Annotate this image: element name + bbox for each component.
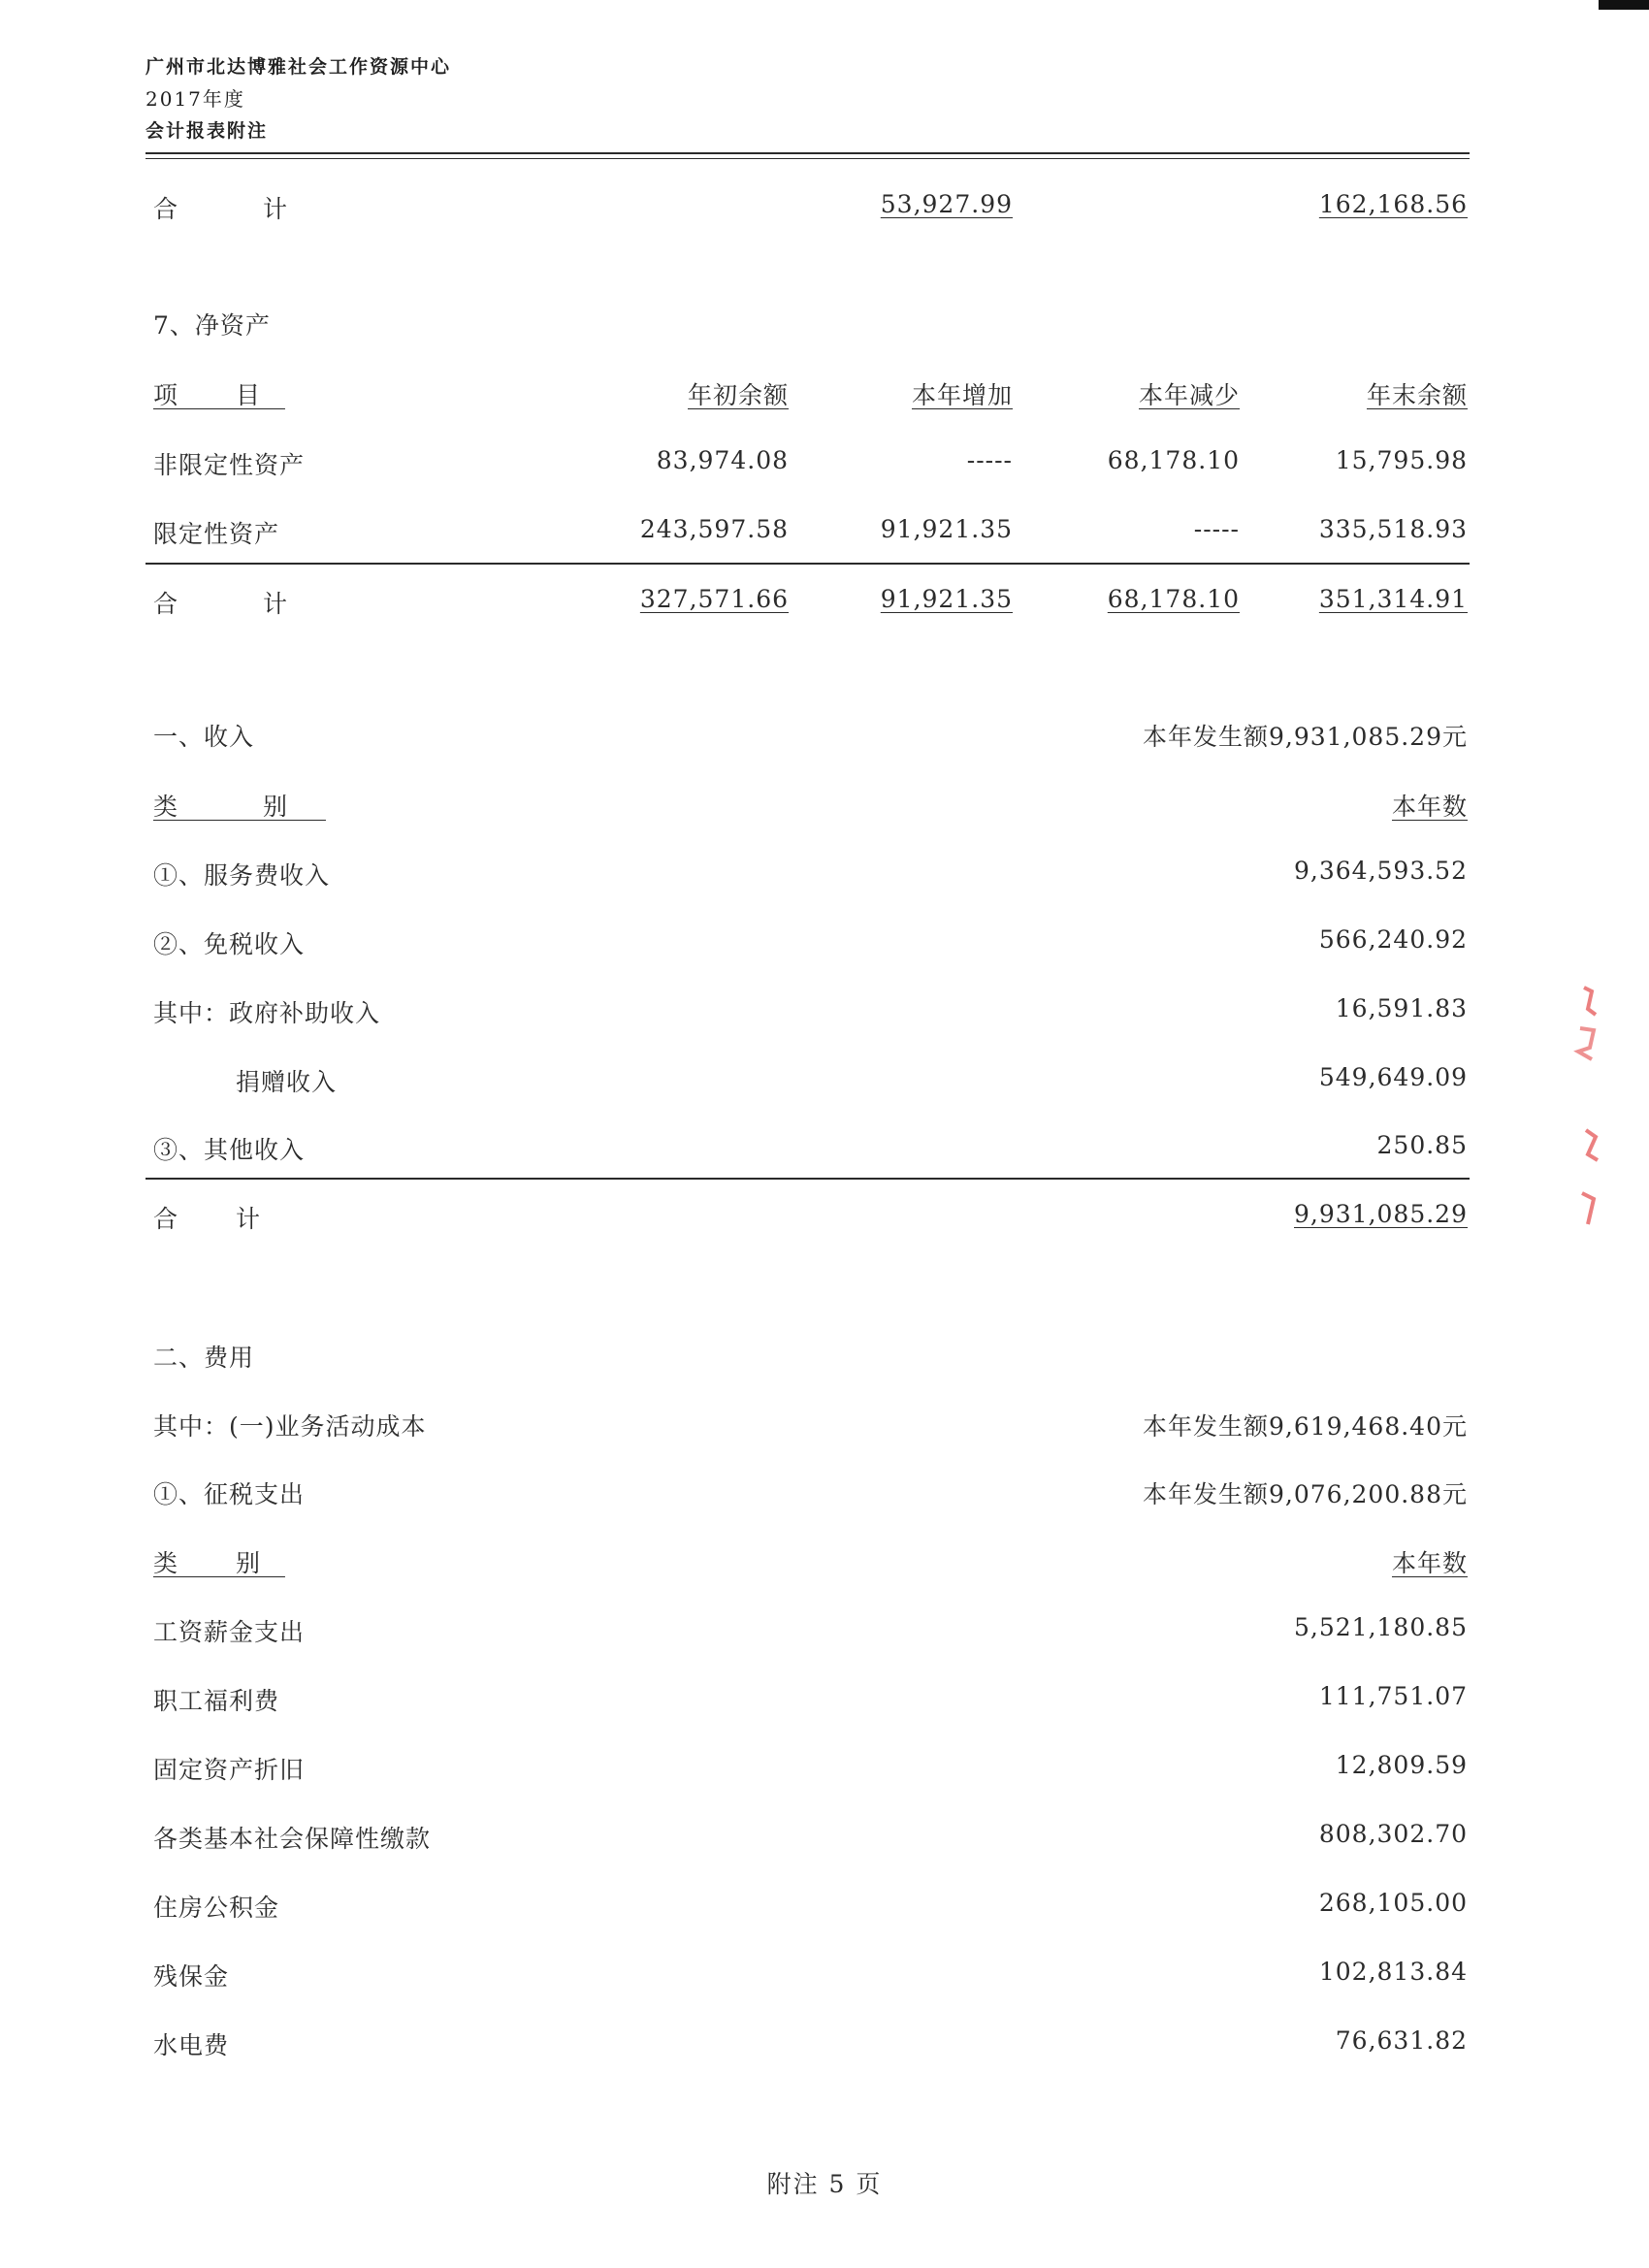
net-assets-cell: 83,974.08 [656, 446, 789, 474]
expense-row-label: 固定资产折旧 [153, 1756, 306, 1784]
expense-row-label: 工资薪金支出 [153, 1618, 306, 1646]
net-assets-cell: 335,518.93 [1318, 515, 1468, 543]
seal-stamp-fragment [1567, 970, 1605, 1251]
net-assets-total-row [153, 585, 1468, 618]
net-assets-total-label: 合 计 [153, 590, 326, 618]
income-row-label: ②、免税收入 [153, 930, 306, 958]
net-assets-col-closing: 年末余额 [1366, 381, 1468, 409]
table-row [153, 446, 1468, 479]
header-rule-bottom [146, 158, 1470, 159]
expense-row-label: 各类基本社会保障性缴款 [153, 1825, 432, 1853]
list-item [153, 925, 1468, 958]
header-rule-top [146, 152, 1470, 154]
list-item [153, 1820, 1468, 1853]
income-row-label: 捐赠收入 [236, 1068, 338, 1096]
net-assets-total-cell: 327,571.66 [639, 585, 789, 613]
header-org: 广州市北达博雅社会工作资源中心 [146, 56, 452, 78]
expense-row-value: 76,631.82 [1335, 2026, 1468, 2055]
expense-col-category: 类 别 [153, 1549, 285, 1577]
expense-header-row [153, 1544, 1468, 1577]
income-row-label: ①、服务费收入 [153, 861, 331, 890]
expense-row-label: 住房公积金 [153, 1894, 280, 1922]
net-assets-cell: ----- [966, 446, 1013, 474]
net-assets-col-increase: 本年增加 [911, 381, 1013, 409]
list-item [153, 1613, 1468, 1646]
income-row-value: 566,240.92 [1318, 925, 1468, 954]
expense-line2-row [153, 1475, 1468, 1508]
list-item [153, 2026, 1468, 2059]
income-amount-note: 本年发生额9,931,085.29元 [1143, 723, 1468, 751]
list-item [153, 1131, 1468, 1164]
prev-total-col4: 162,168.56 [1318, 190, 1468, 218]
prev-total-label: 合 计 [153, 195, 326, 223]
income-total-value: 9,931,085.29 [1294, 1200, 1468, 1228]
income-row-value: 250.85 [1376, 1131, 1468, 1159]
expense-line1-value: 本年发生额9,619,468.40元 [1143, 1412, 1468, 1441]
table-row [153, 515, 1468, 548]
net-assets-col-decrease: 本年减少 [1138, 381, 1240, 409]
expense-title-row [153, 1339, 1468, 1372]
expense-line1-row [153, 1408, 1468, 1441]
expense-row-value: 5,521,180.85 [1294, 1613, 1468, 1641]
scan-corner-mark [1599, 0, 1649, 10]
expense-row-value: 808,302.70 [1318, 1820, 1468, 1848]
expense-col-amount: 本年数 [1391, 1549, 1468, 1577]
net-assets-col-opening: 年初余额 [687, 381, 789, 409]
income-col-category: 类 别 [153, 793, 326, 821]
income-total-row [153, 1200, 1468, 1233]
income-row-value: 9,364,593.52 [1294, 857, 1468, 885]
expense-row-label: 水电费 [153, 2031, 230, 2059]
header-year: 2017年度 [146, 87, 245, 111]
income-title: 一、收入 [153, 723, 255, 751]
net-assets-total-cell: 91,921.35 [880, 585, 1013, 613]
list-item [153, 1958, 1468, 1991]
income-col-amount: 本年数 [1391, 793, 1468, 821]
net-assets-total-cell: 351,314.91 [1318, 585, 1468, 613]
expense-row-label: 职工福利费 [153, 1687, 280, 1715]
net-assets-cell: 91,921.35 [880, 515, 1013, 543]
net-assets-total-rule [146, 563, 1470, 565]
expense-row-value: 111,751.07 [1318, 1682, 1468, 1710]
expense-row-label: 残保金 [153, 1962, 230, 1991]
expense-line2-label: ①、征税支出 [153, 1480, 306, 1508]
list-item [153, 1063, 1468, 1096]
net-assets-cell: 68,178.10 [1107, 446, 1240, 474]
expense-title: 二、费用 [153, 1344, 255, 1372]
prev-total-col2: 53,927.99 [880, 190, 1013, 218]
income-header-row [153, 788, 1468, 821]
expense-line2-value: 本年发生额9,076,200.88元 [1143, 1480, 1468, 1508]
net-assets-row-label: 限定性资产 [153, 520, 280, 548]
net-assets-title: 7、净资产 [153, 311, 271, 340]
list-item [153, 857, 1468, 890]
expense-row-value: 12,809.59 [1335, 1751, 1468, 1779]
page-footer: 附注 5 页 [766, 2170, 883, 2198]
income-total-rule [146, 1178, 1470, 1180]
income-row-value: 16,591.83 [1335, 994, 1468, 1022]
net-assets-col-item: 项 目 [153, 381, 285, 409]
net-assets-cell: 15,795.98 [1335, 446, 1468, 474]
net-assets-cell: 243,597.58 [639, 515, 789, 543]
income-row-value: 549,649.09 [1318, 1063, 1468, 1091]
list-item [153, 1889, 1468, 1922]
expense-row-value: 268,105.00 [1318, 1889, 1468, 1917]
list-item [153, 1751, 1468, 1784]
income-row-label: ③、其他收入 [153, 1136, 306, 1164]
header-doc-title: 会计报表附注 [146, 120, 269, 142]
prev-total-row [153, 190, 1468, 223]
net-assets-row-label: 非限定性资产 [153, 451, 306, 479]
income-total-label: 合 计 [153, 1205, 285, 1233]
expense-row-value: 102,813.84 [1318, 1958, 1468, 1986]
net-assets-header-row [153, 376, 1468, 409]
income-title-row [153, 718, 1468, 751]
net-assets-total-cell: 68,178.10 [1107, 585, 1240, 613]
expense-line1-label: 其中：(一)业务活动成本 [153, 1412, 427, 1441]
list-item [153, 1682, 1468, 1715]
list-item [153, 994, 1468, 1027]
net-assets-cell: ----- [1193, 515, 1240, 543]
income-row-label: 其中：政府补助收入 [153, 999, 381, 1027]
net-assets-title-row [153, 307, 1468, 340]
